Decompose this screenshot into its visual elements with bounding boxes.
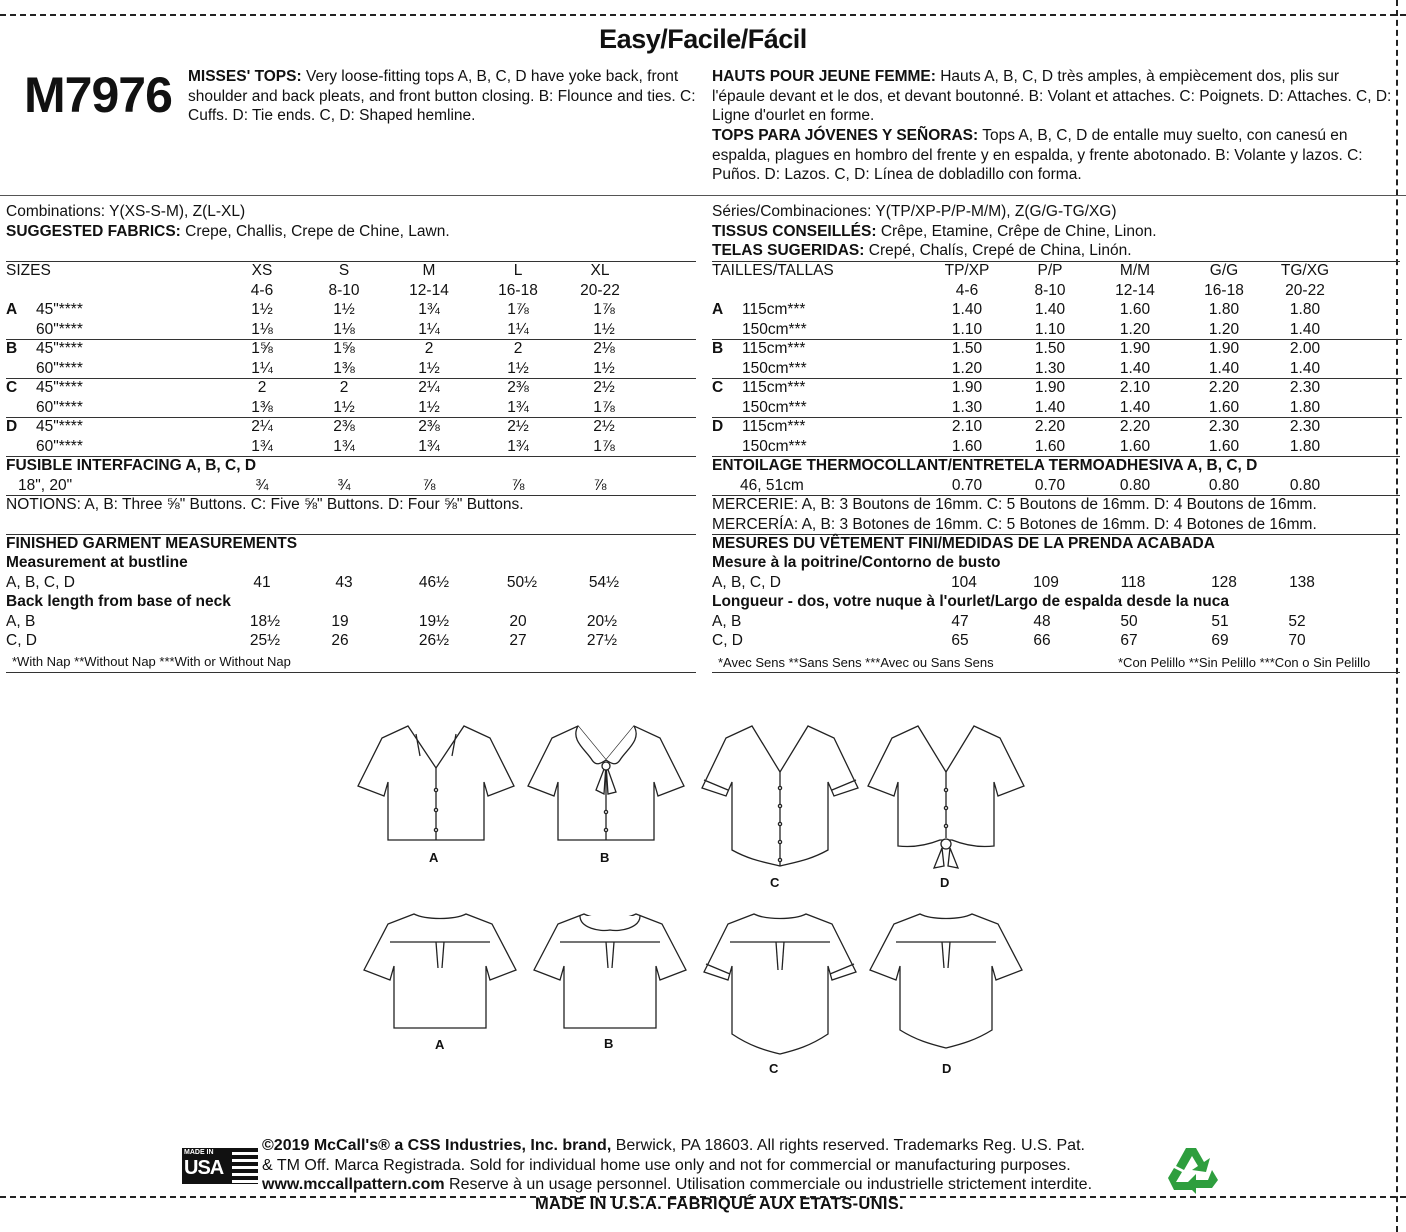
view-letter: D bbox=[712, 418, 724, 435]
view-letter: C bbox=[6, 379, 18, 396]
description-french-lead: HAUTS POUR JEUNE FEMME: bbox=[712, 68, 936, 85]
divider bbox=[0, 195, 1406, 196]
view-letter: C bbox=[712, 379, 724, 396]
yardage-value: 2 bbox=[339, 379, 349, 396]
view-d-back-sketch bbox=[866, 908, 1026, 1058]
yardage-value: 1⅝ bbox=[333, 340, 355, 357]
yardage-value: 2.20 bbox=[1034, 418, 1066, 435]
yardage-value: 1¼ bbox=[251, 359, 273, 377]
description-french bbox=[712, 67, 1396, 126]
yardage-value: 1.60 bbox=[1034, 437, 1066, 455]
view-label-a-back: A bbox=[435, 1037, 445, 1052]
yardage-value: 2.30 bbox=[1289, 379, 1321, 396]
size-name: XL bbox=[590, 262, 610, 279]
fabric-width: 45"**** bbox=[36, 379, 83, 396]
measure-value: 26½ bbox=[418, 632, 450, 649]
yardage-value: 1.20 bbox=[1208, 320, 1240, 338]
pattern-number: M7976 bbox=[24, 67, 172, 123]
row-label: A, B, C, D bbox=[712, 574, 781, 591]
interfacing-value: ⅞ bbox=[593, 477, 607, 494]
fabric-width: 115cm*** bbox=[742, 301, 806, 318]
suggested-fabrics-es bbox=[712, 241, 1132, 261]
fabric-width: 60"**** bbox=[36, 437, 83, 455]
yardage-value: 1.80 bbox=[1289, 437, 1321, 455]
yardage-value: 2½ bbox=[593, 379, 615, 396]
yardage-value: 1¾ bbox=[418, 437, 440, 455]
measure-value: 109 bbox=[1033, 574, 1059, 591]
interfacing-value: ⅞ bbox=[422, 477, 436, 494]
finished-measurements-label: MESURES DU VÊTEMENT FINI/MEDIDAS DE LA PRENDA ACABADA bbox=[712, 535, 1215, 552]
sizes-label: TAILLES/TALLAS bbox=[712, 262, 834, 279]
fabric-width: 60"**** bbox=[36, 398, 83, 416]
mercerie: MERCERIE: A, B: 3 Boutons de 16mm. C: 5 Boutons de 16mm. D: 4 Boutons de 16mm. bbox=[712, 496, 1317, 513]
yardage-value: 2⅜ bbox=[333, 418, 355, 435]
view-label-a-front: A bbox=[429, 850, 439, 865]
yardage-value: 1½ bbox=[418, 398, 440, 416]
bustline-label: Measurement at bustline bbox=[6, 554, 188, 571]
yardage-value: 1¼ bbox=[507, 320, 529, 338]
size-name: P/P bbox=[1037, 262, 1063, 279]
size-name: L bbox=[513, 262, 523, 279]
made-in-usa-logo bbox=[182, 1148, 258, 1184]
measure-value: 52 bbox=[1288, 613, 1306, 630]
measure-value: 66 bbox=[1033, 632, 1051, 649]
yardage-value: 2.30 bbox=[1208, 418, 1240, 435]
yardage-value: 1.90 bbox=[1208, 340, 1240, 357]
row-label: A, B bbox=[6, 613, 36, 630]
interfacing-label: ENTOILAGE THERMOCOLLANT/ENTRETELA TERMOADHESIVA A, B, C, D bbox=[712, 457, 1258, 474]
yardage-value: 2⅜ bbox=[507, 379, 529, 396]
yardage-value: 1.80 bbox=[1289, 301, 1321, 318]
size-range: 16-18 bbox=[1204, 282, 1244, 299]
yardage-value: 2 bbox=[513, 340, 523, 357]
yardage-value: 1¾ bbox=[507, 398, 529, 416]
interfacing-value: ¾ bbox=[337, 477, 351, 494]
yardage-value: 1¾ bbox=[333, 437, 355, 455]
interfacing-value: 0.70 bbox=[951, 477, 983, 494]
measure-value: 41 bbox=[253, 574, 271, 591]
back-length-label: Longueur - dos, votre nuque à l'ourlet/Largo de espalda desde la nuca bbox=[712, 593, 1229, 610]
size-name: TP/XP bbox=[944, 262, 990, 279]
interfacing-value: 0.80 bbox=[1119, 477, 1151, 494]
view-c-front-sketch bbox=[700, 720, 860, 870]
size-range: 8-10 bbox=[328, 282, 360, 299]
yardage-value: 1.40 bbox=[1289, 320, 1321, 338]
measure-value: 51 bbox=[1211, 613, 1229, 630]
measure-value: 46½ bbox=[418, 574, 450, 591]
yardage-value: 2⅜ bbox=[418, 418, 440, 435]
yardage-value: 2¼ bbox=[418, 379, 440, 396]
difficulty-title: Easy/Facile/Fácil bbox=[599, 24, 807, 54]
yardage-value: 1½ bbox=[593, 320, 615, 338]
yardage-value: 2.10 bbox=[951, 418, 983, 435]
fabric-width: 60"**** bbox=[36, 320, 83, 338]
yardage-value: 1.40 bbox=[1208, 359, 1240, 377]
divider bbox=[6, 672, 696, 673]
row-label: C, D bbox=[712, 632, 743, 649]
yardage-value: 1½ bbox=[593, 359, 615, 377]
view-letter: B bbox=[712, 340, 724, 357]
nap-note-fr: *Avec Sens **Sans Sens ***Avec ou Sans Sens bbox=[718, 655, 994, 670]
cut-line-top bbox=[0, 14, 1406, 16]
yardage-value: 2¼ bbox=[251, 418, 273, 435]
yardage-value: 1¼ bbox=[418, 320, 440, 338]
yardage-value: 1½ bbox=[507, 359, 529, 377]
yardage-value: 1⅜ bbox=[333, 359, 355, 377]
yardage-value: 1.40 bbox=[1034, 301, 1066, 318]
description-french-text: Hauts A, B, C, D très amples, à empiècement dos, plis sur l'épaule devant et le dos, et devant boutonné. B: Volant et attaches. C: Poignets. D: Attaches. C, D: Ligne d'ourlet en forme. bbox=[712, 68, 1392, 124]
cut-line-right bbox=[1396, 0, 1398, 1232]
view-d-front-sketch bbox=[866, 720, 1026, 870]
yardage-value: 1.40 bbox=[1119, 359, 1151, 377]
copyright-line-3 bbox=[262, 1175, 1092, 1195]
suggested-fabrics-list: Crepe, Challis, Crepe de Chine, Lawn. bbox=[185, 223, 450, 240]
measure-value: 18½ bbox=[249, 613, 281, 630]
yardage-value: 1.60 bbox=[951, 437, 983, 455]
suggested-fabrics-lead: SUGGESTED FABRICS: bbox=[6, 223, 181, 240]
yardage-value: 1⅞ bbox=[507, 301, 529, 318]
size-range: 4-6 bbox=[250, 282, 274, 299]
size-name: M/M bbox=[1119, 262, 1151, 279]
size-range: 20-22 bbox=[1285, 282, 1325, 299]
yardage-value: 1.20 bbox=[1119, 320, 1151, 338]
yardage-value: 2.10 bbox=[1119, 379, 1151, 396]
view-b-back-sketch bbox=[530, 908, 690, 1033]
view-a-back-sketch bbox=[360, 908, 520, 1033]
yardage-value: 1⅛ bbox=[251, 320, 273, 338]
yardage-value: 1.90 bbox=[1119, 340, 1151, 357]
reserve-text: Reserve à un usage personnel. Utilisation commerciale ou industrielle strictement interdite. bbox=[449, 1176, 1093, 1193]
fabric-width: 150cm*** bbox=[742, 398, 807, 416]
yardage-value: 1.40 bbox=[1119, 398, 1151, 416]
row-label: C, D bbox=[6, 632, 37, 649]
yardage-value: 1⅜ bbox=[251, 398, 273, 416]
divider bbox=[712, 672, 1400, 673]
yardage-value: 1.60 bbox=[1119, 437, 1151, 455]
sizes-label: SIZES bbox=[6, 262, 51, 279]
back-length-label: Back length from base of neck bbox=[6, 593, 231, 610]
measure-value: 118 bbox=[1120, 574, 1146, 591]
yardage-value: 1.20 bbox=[951, 359, 983, 377]
view-label-c-back: C bbox=[769, 1061, 779, 1076]
logo-made-in: MADE IN bbox=[184, 1149, 214, 1156]
yardage-value: 1.10 bbox=[951, 320, 983, 338]
interfacing-value: 0.80 bbox=[1289, 477, 1321, 494]
yardage-value: 1½ bbox=[333, 398, 355, 416]
notions-text: NOTIONS: A, B: Three ⅝" Buttons. C: Five ⅝" Buttons. D: Four ⅝" Buttons. bbox=[6, 496, 524, 513]
yardage-value: 1¾ bbox=[251, 437, 273, 455]
yardage-value: 1.10 bbox=[1034, 320, 1066, 338]
measure-value: 43 bbox=[335, 574, 353, 591]
suggested-fabrics-es-lead: TELAS SUGERIDAS: bbox=[712, 242, 865, 259]
measure-value: 20 bbox=[509, 613, 527, 630]
size-range: 12-14 bbox=[409, 282, 449, 299]
yardage-value: 2½ bbox=[593, 418, 615, 435]
made-in-usa-text: MADE IN U.S.A. FABRIQUÉ AUX ETATS-UNIS. bbox=[535, 1195, 904, 1213]
interfacing-value: ¾ bbox=[255, 477, 269, 494]
fabric-width: 115cm*** bbox=[742, 379, 806, 396]
interfacing-label: FUSIBLE INTERFACING A, B, C, D bbox=[6, 457, 257, 474]
interfacing-value: 0.70 bbox=[1034, 477, 1066, 494]
fabric-width: 150cm*** bbox=[742, 359, 807, 377]
yardage-value: 1½ bbox=[418, 359, 440, 377]
measure-value: 19 bbox=[331, 613, 349, 630]
measure-value: 48 bbox=[1033, 613, 1051, 630]
yardage-value: 1.60 bbox=[1119, 301, 1151, 318]
measure-value: 54½ bbox=[588, 574, 620, 591]
measure-value: 19½ bbox=[418, 613, 450, 630]
description-english bbox=[188, 67, 696, 126]
yardage-value: 1.90 bbox=[951, 379, 983, 396]
description-spanish bbox=[712, 126, 1396, 185]
interfacing-value: 0.80 bbox=[1208, 477, 1240, 494]
yardage-value: 2.30 bbox=[1289, 418, 1321, 435]
measure-value: 20½ bbox=[586, 613, 618, 630]
fabric-width: 60"**** bbox=[36, 359, 83, 377]
yardage-value: 1.40 bbox=[1034, 398, 1066, 416]
yardage-value: 2⅛ bbox=[593, 340, 615, 357]
yardage-value: 1.80 bbox=[1289, 398, 1321, 416]
description-spanish-lead: TOPS PARA JÓVENES Y SEÑORAS: bbox=[712, 127, 979, 144]
size-name: S bbox=[338, 262, 350, 279]
description-english-lead: MISSES' TOPS: bbox=[188, 68, 302, 85]
yardage-value: 1⅞ bbox=[593, 437, 615, 455]
yardage-value: 1⅝ bbox=[251, 340, 273, 357]
measure-value: 26 bbox=[331, 632, 349, 649]
view-letter: A bbox=[6, 301, 18, 318]
yardage-value: 1⅞ bbox=[593, 398, 615, 416]
interfacing-width: 46, 51cm bbox=[740, 477, 804, 494]
size-name: XS bbox=[251, 262, 273, 279]
view-c-back-sketch bbox=[700, 908, 860, 1058]
view-label-d-back: D bbox=[942, 1061, 952, 1076]
view-label-d-front: D bbox=[940, 875, 950, 890]
copyright-rights: Berwick, PA 18603. All rights reserved. Trademarks Reg. U.S. Pat. bbox=[615, 1137, 1085, 1154]
yardage-value: 1⅛ bbox=[333, 320, 355, 338]
yardage-value: 1.50 bbox=[1034, 340, 1066, 357]
suggested-fabrics bbox=[6, 222, 450, 242]
size-range: 12-14 bbox=[1115, 282, 1155, 299]
suggested-fabrics-es-list: Crepé, Chalís, Crepé de China, Linón. bbox=[868, 242, 1132, 259]
measure-value: 65 bbox=[951, 632, 969, 649]
yardage-value: 1.80 bbox=[1208, 301, 1240, 318]
measure-value: 128 bbox=[1211, 574, 1237, 591]
measure-value: 67 bbox=[1120, 632, 1138, 649]
combinations: Séries/Combinaciones: Y(TP/XP-P/P-M/M), Z(G/G-TG/XG) bbox=[712, 203, 1117, 220]
finished-measurements-label: FINISHED GARMENT MEASUREMENTS bbox=[6, 535, 298, 552]
fabric-width: 45"**** bbox=[36, 340, 83, 357]
suggested-fabrics-fr-list: Crêpe, Etamine, Crêpe de Chine, Linon. bbox=[880, 223, 1157, 240]
yardage-value: 1.60 bbox=[1208, 398, 1240, 416]
interfacing-value: ⅞ bbox=[511, 477, 525, 494]
bustline-label: Mesure à la poitrine/Contorno de busto bbox=[712, 554, 1001, 571]
yardage-value: 1.90 bbox=[1034, 379, 1066, 396]
suggested-fabrics-fr-lead: TISSUS CONSEILLÉS: bbox=[712, 223, 877, 240]
yardage-value: 2.20 bbox=[1119, 418, 1151, 435]
yardage-value: 2.00 bbox=[1289, 340, 1321, 357]
view-label-b-back: B bbox=[604, 1036, 614, 1051]
yardage-value: 2 bbox=[424, 340, 434, 357]
measure-value: 25½ bbox=[249, 632, 281, 649]
yardage-value: 2.20 bbox=[1208, 379, 1240, 396]
copyright-brand: ©2019 McCall's® a CSS Industries, Inc. brand, bbox=[262, 1137, 612, 1154]
fabric-width: 45"**** bbox=[36, 301, 83, 318]
view-a-front-sketch bbox=[356, 720, 516, 845]
yardage-value: 1⅞ bbox=[593, 301, 615, 318]
recycle-icon bbox=[1166, 1144, 1220, 1196]
view-letter: A bbox=[712, 301, 724, 318]
size-range: 16-18 bbox=[498, 282, 538, 299]
logo-usa: USA bbox=[184, 1157, 224, 1179]
row-label: A, B, C, D bbox=[6, 574, 75, 591]
size-range: 4-6 bbox=[955, 282, 979, 299]
fabric-width: 45"**** bbox=[36, 418, 83, 435]
measure-value: 27½ bbox=[586, 632, 618, 649]
suggested-fabrics-fr bbox=[712, 222, 1157, 242]
view-letter: D bbox=[6, 418, 18, 435]
yardage-value: 1.30 bbox=[951, 398, 983, 416]
fabric-width: 150cm*** bbox=[742, 320, 807, 338]
measure-value: 104 bbox=[951, 574, 977, 591]
yardage-value: 1.30 bbox=[1034, 359, 1066, 377]
measure-value: 69 bbox=[1211, 632, 1229, 649]
measure-value: 70 bbox=[1288, 632, 1306, 649]
measure-value: 138 bbox=[1289, 574, 1315, 591]
interfacing-width: 18", 20" bbox=[18, 477, 73, 494]
measure-value: 50 bbox=[1120, 613, 1138, 630]
view-letter: B bbox=[6, 340, 18, 357]
fabric-width: 115cm*** bbox=[742, 418, 806, 435]
fabric-width: 115cm*** bbox=[742, 340, 806, 357]
notions bbox=[6, 495, 524, 515]
size-name: G/G bbox=[1209, 262, 1239, 279]
fabric-width: 150cm*** bbox=[742, 437, 807, 455]
description-spanish-text: Tops A, B, C, D de entalle muy suelto, con canesú en espalda, plagues en hombro del frente y en espalda, y frente abotonado. B: Volante y lazos. C: Puños. D: Lazos. C, D: Línea de dobladillo con forma. bbox=[712, 127, 1363, 183]
copyright-line-2: & TM Off. Marca Registrada. Sold for individual home use only and not for commercial or manufacturing purposes. bbox=[262, 1156, 1071, 1174]
yardage-value: 1½ bbox=[251, 301, 273, 318]
yardage-value: 1.50 bbox=[951, 340, 983, 357]
yardage-value: 1.40 bbox=[1289, 359, 1321, 377]
merceria: MERCERÍA: A, B: 3 Botones de 16mm. C: 5 Botones de 16mm. D: 4 Botones de 16mm. bbox=[712, 516, 1317, 533]
yardage-value: 1¾ bbox=[507, 437, 529, 455]
view-label-c-front: C bbox=[770, 875, 780, 890]
yardage-value: 1.40 bbox=[951, 301, 983, 318]
yardage-value: 1½ bbox=[333, 301, 355, 318]
view-label-b-front: B bbox=[600, 850, 610, 865]
measure-value: 50½ bbox=[506, 574, 538, 591]
copyright-line-1 bbox=[262, 1136, 1092, 1156]
description-english-text: Very loose-fitting tops A, B, C, D have yoke back, front shoulder and back pleats, and front button closing. B: Flounce and ties. C: Cuffs. D: Tie ends. C, D: Shaped hemline. bbox=[188, 68, 696, 124]
size-name: TG/XG bbox=[1280, 262, 1330, 279]
website-link[interactable]: www.mccallpattern.com bbox=[262, 1176, 445, 1193]
yardage-value: 2½ bbox=[507, 418, 529, 435]
measure-value: 27 bbox=[509, 632, 527, 649]
combinations: Combinations: Y(XS-S-M), Z(L-XL) bbox=[6, 203, 246, 220]
measure-value: 47 bbox=[951, 613, 969, 630]
yardage-value: 1¾ bbox=[418, 301, 440, 318]
nap-note-es: *Con Pelillo **Sin Pelillo ***Con o Sin Pelillo bbox=[1118, 655, 1371, 670]
nap-note: *With Nap **Without Nap ***With or Without Nap bbox=[12, 654, 291, 669]
view-b-front-sketch bbox=[526, 720, 686, 845]
size-range: 20-22 bbox=[580, 282, 620, 299]
copyright-block bbox=[262, 1136, 1092, 1195]
yardage-value: 1.60 bbox=[1208, 437, 1240, 455]
yardage-value: 2 bbox=[257, 379, 267, 396]
row-label: A, B bbox=[712, 613, 742, 630]
size-name: M bbox=[422, 262, 436, 279]
size-range: 8-10 bbox=[1034, 282, 1066, 299]
